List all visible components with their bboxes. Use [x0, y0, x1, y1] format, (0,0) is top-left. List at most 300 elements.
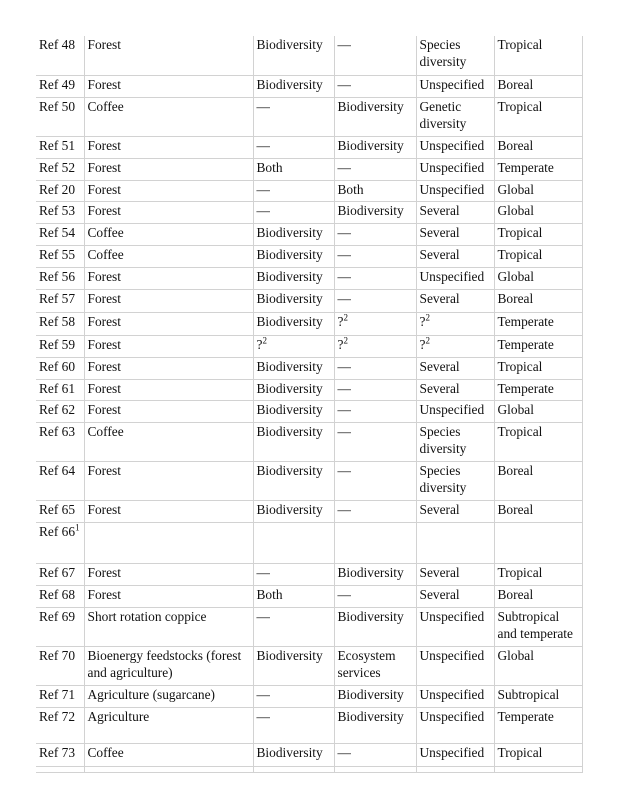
cell-text: Tropical [497, 564, 543, 580]
col5-cell [416, 685, 494, 707]
cell-text: Several [419, 586, 460, 602]
region-cell [494, 136, 582, 158]
cell-text: — [256, 564, 270, 580]
cell-text: Biodiversity [256, 37, 323, 52]
ref-cell [36, 707, 84, 743]
cell-text: — [256, 98, 270, 114]
cell-text: — [337, 358, 351, 374]
footnote-marker: 2 [425, 335, 430, 346]
cell-text: Ref 49 [39, 76, 76, 92]
system-cell [84, 563, 253, 585]
cell-text: Several [419, 380, 460, 396]
cell-text: Several [419, 290, 460, 306]
region-cell [494, 563, 582, 585]
system-cell [84, 400, 253, 422]
cell-text: Both [256, 586, 283, 602]
cell-text: — [337, 224, 351, 240]
cell-text: — [337, 380, 351, 396]
cell-text: Forest [87, 586, 121, 602]
col4-cell [334, 563, 416, 585]
cell-text: Agriculture (sugarcane) [87, 686, 216, 702]
col5-cell [416, 357, 494, 379]
system-cell [84, 180, 253, 201]
col5-cell [416, 97, 494, 136]
system-cell [84, 97, 253, 136]
table-row [36, 223, 582, 245]
col3-cell [253, 707, 334, 743]
system-cell [84, 461, 253, 500]
cell-text: — [337, 401, 351, 417]
cell-text: Ref 67 [39, 564, 76, 580]
cell-text: Ref 68 [39, 586, 76, 602]
cell-text: Forest [87, 202, 121, 218]
region-cell [494, 461, 582, 500]
cell-text: Biodiversity [337, 564, 404, 580]
ref-cell [36, 461, 84, 500]
cell-text: Forest [87, 37, 121, 52]
table-row [36, 422, 582, 461]
cell-text: Boreal [497, 137, 534, 153]
region-cell [494, 201, 582, 223]
table-row [36, 743, 582, 766]
ref-cell [36, 743, 84, 766]
cell-text: Several [419, 358, 460, 374]
region-cell [494, 36, 582, 75]
table-row [36, 500, 582, 522]
table-row [36, 245, 582, 267]
col4-cell [334, 379, 416, 400]
col5-cell [416, 289, 494, 312]
cell-text: — [256, 202, 270, 218]
ref-cell [36, 36, 84, 75]
table-row [36, 75, 582, 97]
col5-cell [416, 245, 494, 267]
cell-text: Tropical [497, 246, 543, 262]
ref-cell [36, 223, 84, 245]
footnote-marker: 2 [425, 312, 430, 323]
col4-cell [334, 158, 416, 180]
col3-cell [253, 766, 334, 772]
col4-cell [334, 766, 416, 772]
table-row [36, 607, 582, 646]
col4-cell [334, 180, 416, 201]
cell-text: Forest [87, 401, 121, 417]
cell-text: Ref 56 [39, 268, 76, 284]
ref-cell [36, 379, 84, 400]
cell-text: — [256, 686, 270, 702]
cell-text: Temperate [497, 159, 554, 175]
col3-cell [253, 136, 334, 158]
system-cell [84, 522, 253, 563]
cell-text: Forest [87, 358, 121, 374]
cell-text: Ref 62 [39, 401, 76, 417]
cell-text: Forest [87, 268, 121, 284]
col5-cell [416, 500, 494, 522]
col3-cell [253, 36, 334, 75]
cell-text: — [337, 586, 351, 602]
footnote-marker: 1 [75, 522, 80, 533]
col4-cell [334, 500, 416, 522]
cell-text: Biodiversity [337, 708, 404, 724]
system-cell [84, 75, 253, 97]
table-row [36, 136, 582, 158]
col4-cell [334, 400, 416, 422]
col3-cell [253, 289, 334, 312]
cell-text: Unspecified [419, 744, 485, 760]
footnote-marker: 2 [343, 335, 348, 346]
region-cell [494, 357, 582, 379]
system-cell [84, 36, 253, 75]
cell-text: — [256, 708, 270, 724]
region-cell [494, 500, 582, 522]
col5-cell [416, 585, 494, 607]
table-row [36, 289, 582, 312]
cell-text: — [337, 246, 351, 262]
col3-cell [253, 267, 334, 289]
table-row [36, 461, 582, 500]
cell-text: Species diversity [419, 37, 467, 69]
table-row [36, 685, 582, 707]
col4-cell [334, 335, 416, 357]
col3-cell [253, 97, 334, 136]
ref-cell [36, 585, 84, 607]
col3-cell [253, 335, 334, 357]
region-cell [494, 312, 582, 335]
cell-text: Ecosystem services [337, 647, 396, 680]
references-table [36, 36, 583, 773]
cell-text: Forest [87, 159, 121, 175]
cell-text: Several [419, 224, 460, 240]
col3-cell [253, 563, 334, 585]
region-cell [494, 75, 582, 97]
cell-text: Temperate [497, 313, 554, 329]
col3-cell [253, 180, 334, 201]
col4-cell [334, 136, 416, 158]
table-row [36, 201, 582, 223]
ref-cell [36, 400, 84, 422]
cell-text: Subtropical and temperate [497, 608, 573, 641]
ref-cell [36, 335, 84, 357]
col3-cell [253, 685, 334, 707]
system-cell [84, 245, 253, 267]
cell-text: Ref 64 [39, 462, 76, 478]
region-cell [494, 289, 582, 312]
region-cell [494, 422, 582, 461]
cell-text: Several [419, 564, 460, 580]
col3-cell [253, 607, 334, 646]
cell-text: Biodiversity [256, 358, 323, 374]
system-cell [84, 201, 253, 223]
col5-cell [416, 522, 494, 563]
table-row [36, 357, 582, 379]
cell-text: Tropical [497, 423, 543, 439]
cell-text: Biodiversity [256, 423, 323, 439]
col3-cell [253, 245, 334, 267]
cell-text: Boreal [497, 76, 534, 92]
system-cell [84, 607, 253, 646]
col3-cell [253, 158, 334, 180]
ref-cell [36, 357, 84, 379]
cell-text: — [337, 423, 351, 439]
cell-text: Both [256, 159, 283, 175]
cell-text: Biodiversity [256, 501, 323, 517]
cell-text: Ref 55 [39, 246, 76, 262]
cell-text: Coffee [87, 246, 124, 262]
region-cell [494, 379, 582, 400]
col3-cell [253, 201, 334, 223]
cell-text: Unspecified [419, 76, 485, 92]
region-cell [494, 267, 582, 289]
cell-text: Coffee [87, 224, 124, 240]
col3-cell [253, 400, 334, 422]
col3-cell [253, 743, 334, 766]
region-cell [494, 522, 582, 563]
ref-cell [36, 289, 84, 312]
col3-cell [253, 585, 334, 607]
cell-text: Unspecified [419, 686, 485, 702]
cell-text: Boreal [497, 462, 534, 478]
col5-cell [416, 400, 494, 422]
table-row [36, 707, 582, 743]
col4-cell [334, 245, 416, 267]
cell-text: Ref 63 [39, 423, 76, 439]
ref-cell [36, 158, 84, 180]
cell-text: Subtropical [497, 686, 560, 702]
cell-text: Forest [87, 290, 121, 306]
cell-text: Boreal [497, 501, 534, 517]
table-row [36, 267, 582, 289]
table-row [36, 97, 582, 136]
cell-text: Biodiversity [256, 246, 323, 262]
col5-cell [416, 707, 494, 743]
col4-cell [334, 223, 416, 245]
region-cell [494, 646, 582, 685]
ref-cell [36, 646, 84, 685]
col3-cell [253, 422, 334, 461]
system-cell [84, 585, 253, 607]
cell-text: ? [337, 336, 344, 352]
system-cell [84, 223, 253, 245]
ref-cell [36, 180, 84, 201]
cell-text: Ref 53 [39, 202, 76, 218]
cell-text: Several [419, 202, 460, 218]
cell-text: Biodiversity [256, 462, 323, 478]
cell-text: Both [337, 181, 364, 197]
system-cell [84, 707, 253, 743]
table-row [36, 36, 582, 75]
table-row [36, 522, 582, 563]
cell-text: ? [419, 313, 426, 329]
cell-text: Tropical [497, 744, 543, 760]
cell-text: Biodiversity [256, 647, 323, 663]
col5-cell [416, 223, 494, 245]
col5-cell [416, 267, 494, 289]
ref-cell [36, 522, 84, 563]
cell-text: Tropical [497, 37, 543, 52]
col4-cell [334, 743, 416, 766]
cell-text: Global [497, 401, 534, 417]
cell-text: Temperate [497, 336, 554, 352]
system-cell [84, 743, 253, 766]
cell-text: Forest [87, 564, 121, 580]
cell-text: Ref 72 [39, 708, 76, 724]
col4-cell [334, 357, 416, 379]
cell-text: Agriculture [87, 708, 150, 724]
system-cell [84, 357, 253, 379]
cell-text: Biodiversity [256, 380, 323, 396]
cell-text: Biodiversity [256, 76, 323, 92]
col5-cell [416, 158, 494, 180]
table-row [36, 563, 582, 585]
cell-text: ? [256, 336, 263, 352]
col3-cell [253, 646, 334, 685]
cell-text: Biodiversity [256, 290, 323, 306]
cell-text: Tropical [497, 358, 543, 374]
cell-text: — [256, 181, 270, 197]
cell-text: Unspecified [419, 401, 485, 417]
cell-text: Ref 52 [39, 159, 76, 175]
col3-cell [253, 379, 334, 400]
cell-text: Forest [87, 76, 121, 92]
cell-text: Ref 50 [39, 98, 76, 114]
region-cell [494, 707, 582, 743]
col4-cell [334, 36, 416, 75]
table-row [36, 158, 582, 180]
col5-cell [416, 312, 494, 335]
system-cell [84, 267, 253, 289]
cell-text: — [337, 744, 351, 760]
system-cell [84, 685, 253, 707]
cell-text: Unspecified [419, 708, 485, 724]
col3-cell [253, 75, 334, 97]
ref-cell [36, 500, 84, 522]
col5-cell [416, 136, 494, 158]
cell-text: Biodiversity [256, 401, 323, 417]
cell-text: Several [419, 246, 460, 262]
col5-cell [416, 75, 494, 97]
col3-cell [253, 500, 334, 522]
cell-text: Biodiversity [337, 686, 404, 702]
cell-text: Ref 71 [39, 686, 76, 702]
col5-cell [416, 379, 494, 400]
cell-text: Ref 65 [39, 501, 76, 517]
cell-text: Boreal [497, 586, 534, 602]
cell-text: Ref 54 [39, 224, 76, 240]
region-cell [494, 607, 582, 646]
cell-text: Ref 61 [39, 380, 76, 396]
cell-text: Biodiversity [256, 268, 323, 284]
col5-cell [416, 461, 494, 500]
col5-cell [416, 563, 494, 585]
system-cell [84, 379, 253, 400]
cell-text: Ref 51 [39, 137, 76, 153]
cell-text: Ref 48 [39, 37, 76, 52]
ref-cell [36, 312, 84, 335]
cell-text: Ref 57 [39, 290, 76, 306]
region-cell [494, 766, 582, 772]
region-cell [494, 180, 582, 201]
col5-cell [416, 743, 494, 766]
col3-cell [253, 461, 334, 500]
cell-text: Ref 59 [39, 336, 76, 352]
cell-text: Forest [87, 501, 121, 517]
col4-cell [334, 522, 416, 563]
table-row [36, 335, 582, 357]
cell-text: Forest [87, 137, 121, 153]
system-cell [84, 422, 253, 461]
cell-text: ? [419, 336, 426, 352]
cell-text: Biodiversity [337, 137, 404, 153]
cell-text: Ref 58 [39, 313, 76, 329]
cell-text: — [337, 159, 351, 175]
region-cell [494, 158, 582, 180]
ref-cell [36, 75, 84, 97]
cell-text: — [337, 290, 351, 306]
cell-text: ? [337, 313, 344, 329]
col4-cell [334, 75, 416, 97]
col4-cell [334, 646, 416, 685]
col4-cell [334, 707, 416, 743]
col3-cell [253, 357, 334, 379]
table-row [36, 585, 582, 607]
cell-text: Forest [87, 181, 121, 197]
cell-text: Global [497, 181, 534, 197]
cell-text: Tropical [497, 224, 543, 240]
cell-text: Boreal [497, 290, 534, 306]
col5-cell [416, 766, 494, 772]
col3-cell [253, 223, 334, 245]
ref-cell [36, 422, 84, 461]
cell-text: Unspecified [419, 608, 485, 624]
col4-cell [334, 685, 416, 707]
col4-cell [334, 312, 416, 335]
cell-text: Several [419, 501, 460, 517]
col5-cell [416, 422, 494, 461]
ref-cell [36, 766, 84, 772]
cell-text: Biodiversity [337, 98, 404, 114]
cell-text: Biodiversity [256, 313, 323, 329]
region-cell [494, 743, 582, 766]
system-cell [84, 136, 253, 158]
col5-cell [416, 335, 494, 357]
cell-text: Biodiversity [256, 224, 323, 240]
region-cell [494, 335, 582, 357]
table-row [36, 180, 582, 201]
cell-text: Forest [87, 313, 121, 329]
cell-text: Coffee [87, 98, 124, 114]
cell-text: Unspecified [419, 268, 485, 284]
table-row [36, 379, 582, 400]
region-cell [494, 400, 582, 422]
col4-cell [334, 422, 416, 461]
table-row [36, 766, 582, 772]
cell-text: Coffee [87, 423, 124, 439]
ref-cell [36, 607, 84, 646]
col5-cell [416, 646, 494, 685]
cell-text: Biodiversity [337, 608, 404, 624]
col4-cell [334, 607, 416, 646]
cell-text: Global [497, 202, 534, 218]
region-cell [494, 585, 582, 607]
col4-cell [334, 201, 416, 223]
ref-cell [36, 201, 84, 223]
system-cell [84, 312, 253, 335]
cell-text: — [337, 76, 351, 92]
footnote-marker: 2 [343, 312, 348, 323]
table-row [36, 400, 582, 422]
cell-text: Forest [87, 462, 121, 478]
cell-text: — [337, 501, 351, 517]
